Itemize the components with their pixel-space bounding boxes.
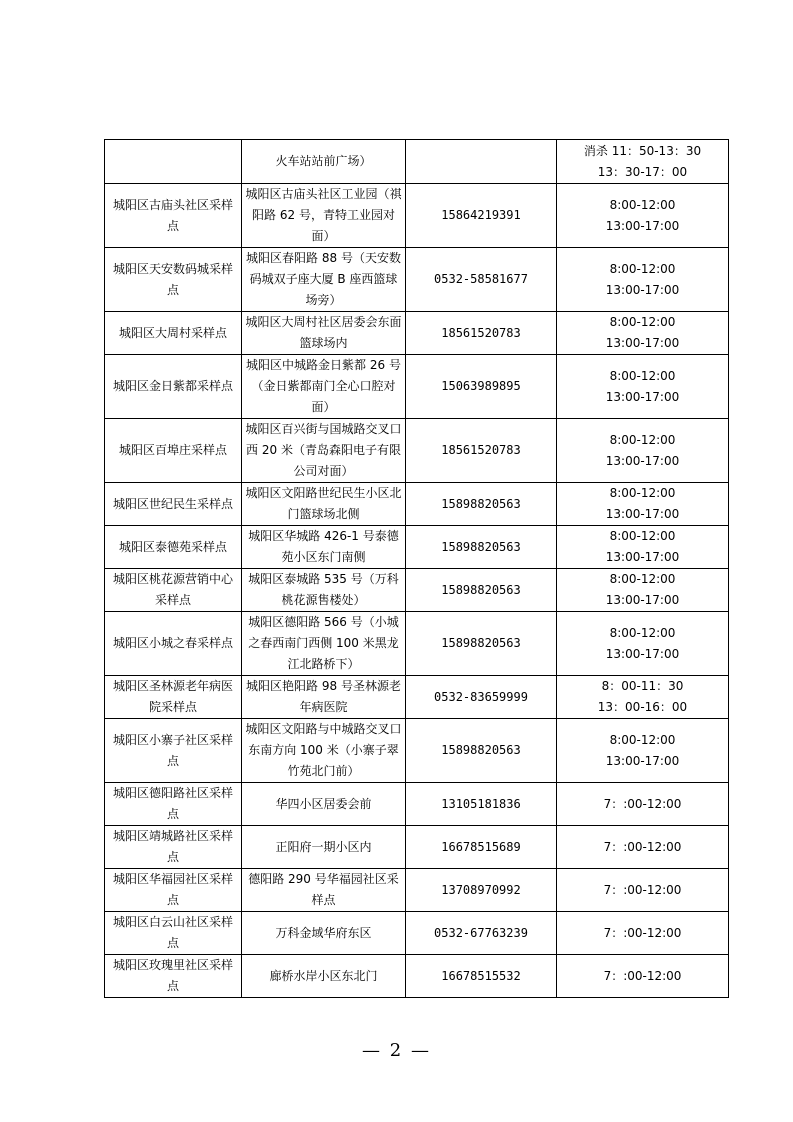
- address-cell: 城阳区德阳路 566 号（小城之春西南门西侧 100 米黑龙江北路桥下）: [242, 612, 406, 676]
- site-name-cell: 城阳区华福园社区采样点: [105, 869, 242, 912]
- hours-line-2: 13:00-17:00: [605, 282, 680, 297]
- address-cell: 城阳区文阳路与中城路交叉口东南方向 100 米（小寨子翠竹苑北门前）: [242, 719, 406, 783]
- address-cell: 城阳区大周村社区居委会东面篮球场内: [242, 312, 406, 355]
- site-name-cell: 城阳区古庙头社区采样点: [105, 184, 242, 248]
- hours-line-1: 7：:00-12:00: [603, 839, 682, 854]
- phone-cell: 15898820563: [406, 483, 557, 526]
- table-row: [105, 312, 729, 355]
- phone-cell: 0532-67763239: [406, 912, 557, 955]
- table-row: [105, 184, 729, 248]
- phone-cell: 13105181836: [406, 783, 557, 826]
- hours-line-1: 8:00-12:00: [609, 529, 676, 543]
- address-cell: 万科金域华府东区: [242, 912, 406, 955]
- address-cell: 城阳区文阳路世纪民生小区北门篮球场北侧: [242, 483, 406, 526]
- hours-line-1: 8:00-12:00: [609, 261, 676, 276]
- hours-line-1: 8:00-12:00: [609, 486, 676, 500]
- table-body: [105, 140, 729, 998]
- table-row: [105, 955, 729, 998]
- hours-line-2: 13：30-17：00: [597, 164, 688, 179]
- site-name-cell: 城阳区泰德苑采样点: [105, 526, 242, 569]
- hours-cell: [557, 140, 729, 184]
- site-name-cell: 城阳区小城之春采样点: [105, 612, 242, 676]
- address-cell: 华四小区居委会前: [242, 783, 406, 826]
- phone-cell: 0532-83659999: [406, 676, 557, 719]
- table-row: [105, 248, 729, 312]
- hours-cell: [557, 312, 729, 355]
- phone-cell: 15898820563: [406, 719, 557, 783]
- table-row: [105, 419, 729, 483]
- site-name-cell: 城阳区大周村采样点: [105, 312, 242, 355]
- hours-cell: [557, 783, 729, 826]
- phone-cell: 18561520783: [406, 419, 557, 483]
- hours-line-1: 7：:00-12:00: [603, 968, 682, 983]
- table-row: [105, 912, 729, 955]
- hours-cell: [557, 248, 729, 312]
- hours-line-2: 13:00-17:00: [605, 593, 680, 607]
- site-name-cell: 城阳区小寨子社区采样点: [105, 719, 242, 783]
- address-cell: 火车站站前广场）: [242, 140, 406, 184]
- table-row: [105, 676, 729, 719]
- hours-line-2: 13:00-17:00: [605, 507, 680, 521]
- phone-cell: 16678515532: [406, 955, 557, 998]
- address-cell: 城阳区春阳路 88 号（天安数码城双子座大厦 B 座西篮球场旁）: [242, 248, 406, 312]
- phone-cell: 0532-58581677: [406, 248, 557, 312]
- site-name-cell: 城阳区世纪民生采样点: [105, 483, 242, 526]
- site-name-cell: 城阳区桃花源营销中心采样点: [105, 569, 242, 612]
- hours-line-1: 消杀 11：50-13：30: [583, 143, 702, 158]
- hours-line-2: 13:00-17:00: [605, 453, 680, 468]
- address-cell: 正阳府一期小区内: [242, 826, 406, 869]
- address-cell: 城阳区泰城路 535 号（万科桃花源售楼处）: [242, 569, 406, 612]
- table-row: [105, 826, 729, 869]
- hours-line-1: 8:00-12:00: [609, 572, 676, 586]
- phone-cell: 18561520783: [406, 312, 557, 355]
- hours-cell: [557, 955, 729, 998]
- site-name-cell: 城阳区天安数码城采样点: [105, 248, 242, 312]
- hours-cell: [557, 483, 729, 526]
- site-name-cell: 城阳区德阳路社区采样点: [105, 783, 242, 826]
- address-cell: 城阳区艳阳路 98 号圣林源老年病医院: [242, 676, 406, 719]
- hours-line-1: 8:00-12:00: [609, 625, 676, 640]
- address-cell: 城阳区百兴街与国城路交叉口西 20 米（青岛森阳电子有限公司对面）: [242, 419, 406, 483]
- phone-cell: 16678515689: [406, 826, 557, 869]
- hours-line-1: 8:00-12:00: [609, 432, 676, 447]
- site-name-cell: 城阳区玫瑰里社区采样点: [105, 955, 242, 998]
- phone-cell: 15898820563: [406, 526, 557, 569]
- table-row: [105, 869, 729, 912]
- hours-line-2: 13:00-17:00: [605, 550, 680, 564]
- hours-cell: [557, 869, 729, 912]
- hours-cell: [557, 419, 729, 483]
- hours-cell: [557, 569, 729, 612]
- hours-line-1: 7：:00-12:00: [603, 796, 682, 811]
- hours-cell: [557, 719, 729, 783]
- hours-line-1: 8:00-12:00: [609, 732, 676, 747]
- hours-cell: [557, 612, 729, 676]
- hours-cell: [557, 826, 729, 869]
- hours-cell: [557, 676, 729, 719]
- hours-line-1: 8:00-12:00: [609, 197, 676, 212]
- phone-cell: 15864219391: [406, 184, 557, 248]
- hours-line-2: 13:00-17:00: [605, 336, 680, 350]
- address-cell: 城阳区古庙头社区工业园（祺阳路 62 号，青特工业园对面）: [242, 184, 406, 248]
- table-row: [105, 569, 729, 612]
- table-row: [105, 526, 729, 569]
- hours-cell: [557, 355, 729, 419]
- hours-line-1: 8:00-12:00: [609, 368, 676, 383]
- table-row: [105, 612, 729, 676]
- address-cell: 城阳区中城路金日紫都 26 号（金日紫都南门全心口腔对面）: [242, 355, 406, 419]
- table-row: [105, 483, 729, 526]
- site-name-cell: [105, 140, 242, 184]
- sampling-sites-table: [104, 139, 729, 998]
- hours-line-2: 13:00-17:00: [605, 646, 680, 661]
- hours-line-2: 13:00-17:00: [605, 218, 680, 233]
- hours-line-2: 13：00-16：00: [597, 700, 688, 714]
- hours-line-1: 8：00-11：30: [601, 679, 684, 693]
- hours-line-1: 8:00-12:00: [609, 315, 676, 329]
- hours-line-2: 13:00-17:00: [605, 753, 680, 768]
- phone-cell: 15898820563: [406, 569, 557, 612]
- site-name-cell: 城阳区圣林源老年病医院采样点: [105, 676, 242, 719]
- phone-cell: 15063989895: [406, 355, 557, 419]
- hours-cell: [557, 184, 729, 248]
- address-cell: 廊桥水岸小区东北门: [242, 955, 406, 998]
- site-name-cell: 城阳区靖城路社区采样点: [105, 826, 242, 869]
- hours-cell: [557, 526, 729, 569]
- site-name-cell: 城阳区百埠庄采样点: [105, 419, 242, 483]
- hours-line-1: 7：:00-12:00: [603, 882, 682, 897]
- site-name-cell: 城阳区白云山社区采样点: [105, 912, 242, 955]
- address-cell: 城阳区华城路 426-1 号泰德苑小区东门南侧: [242, 526, 406, 569]
- address-cell: 德阳路 290 号华福园社区采样点: [242, 869, 406, 912]
- site-name-cell: 城阳区金日紫都采样点: [105, 355, 242, 419]
- phone-cell: 15898820563: [406, 612, 557, 676]
- phone-cell: [406, 140, 557, 184]
- table-row: [105, 355, 729, 419]
- table-row: [105, 140, 729, 184]
- hours-line-2: 13:00-17:00: [605, 389, 680, 404]
- table-row: [105, 783, 729, 826]
- hours-line-1: 7：:00-12:00: [603, 925, 682, 940]
- page-number: — 2 —: [362, 1040, 431, 1061]
- hours-cell: [557, 912, 729, 955]
- table-row: [105, 719, 729, 783]
- phone-cell: 13708970992: [406, 869, 557, 912]
